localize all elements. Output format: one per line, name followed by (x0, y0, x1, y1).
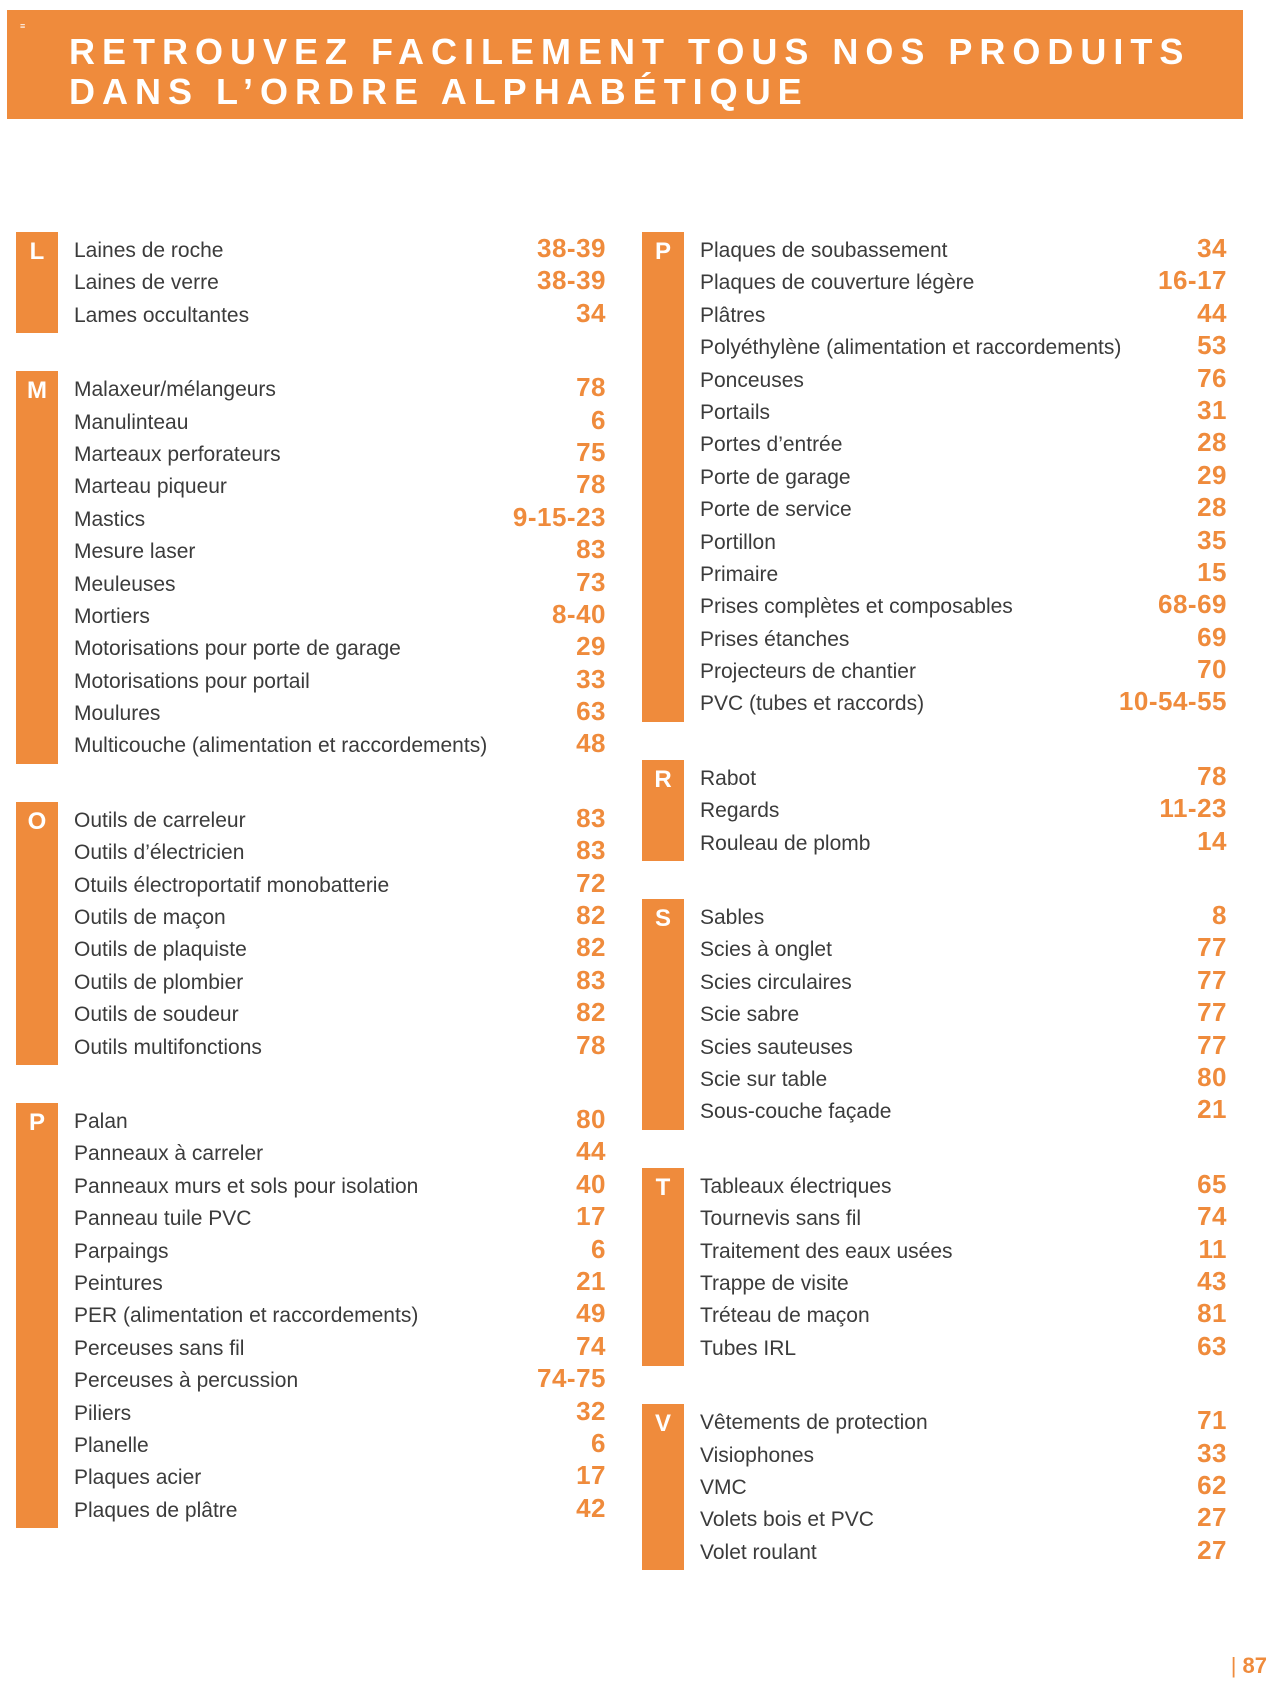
entry-label: Perceuses sans fil (74, 1336, 245, 1360)
entry-label: Trappe de visite (700, 1271, 849, 1295)
entry-label: Porte de garage (700, 465, 851, 489)
entry-label: Multicouche (alimentation et raccordements) (74, 734, 488, 758)
entry-page-reference: 75 (576, 436, 606, 467)
entry-label: Scie sabre (700, 1003, 800, 1027)
section-letter: L (16, 232, 58, 333)
index-entry (700, 1200, 1227, 1232)
index-entry (700, 556, 1227, 588)
entry-page-reference: 69 (1197, 621, 1227, 652)
entry-page-reference: 21 (576, 1265, 606, 1296)
index-entry (700, 1297, 1227, 1329)
index-entry (74, 1297, 606, 1329)
entry-label: Ponceuses (700, 368, 804, 392)
entry-page-reference: 74-75 (537, 1363, 606, 1394)
entry-page-reference: 17 (576, 1201, 606, 1232)
index-section-r (642, 760, 1227, 861)
entry-page-reference: 27 (1197, 1534, 1227, 1565)
section-entries (684, 1404, 1227, 1570)
entry-label: Portillon (700, 530, 776, 554)
index-entry (700, 1029, 1227, 1061)
entry-page-reference: 32 (576, 1395, 606, 1426)
index-entry (700, 653, 1227, 685)
section-letter: O (16, 802, 58, 1065)
entry-page-reference: 9-15-23 (512, 501, 606, 532)
index-entry (700, 1168, 1227, 1200)
entry-label: Tournevis sans fil (700, 1207, 862, 1231)
entry-page-reference: 77 (1197, 997, 1227, 1028)
entry-label: Panneaux murs et sols pour isolation (74, 1174, 419, 1198)
index-entry (74, 1233, 606, 1265)
entry-label: Tubes IRL (700, 1336, 797, 1360)
entry-label: Scies à onglet (700, 938, 832, 962)
entry-label: Scies circulaires (700, 970, 852, 994)
entry-page-reference: 82 (576, 932, 606, 963)
section-entries (684, 760, 1227, 861)
entry-page-reference: 83 (576, 534, 606, 565)
entry-label: Traitement des eaux usées (700, 1239, 953, 1263)
entry-page-reference: 73 (576, 566, 606, 597)
entry-page-reference: 77 (1197, 964, 1227, 995)
entry-label: Vêtements de protection (700, 1411, 928, 1435)
index-entry (74, 232, 606, 264)
index-entry (700, 1093, 1227, 1125)
index-entry (74, 1395, 606, 1427)
entry-label: Lames occultantes (74, 303, 250, 327)
index-entry (700, 524, 1227, 556)
entry-page-reference: 80 (576, 1103, 606, 1134)
page-number-value: 87 (1242, 1653, 1267, 1678)
index-entry (700, 459, 1227, 491)
entry-label: Primaire (700, 562, 779, 586)
entry-page-reference: 33 (1197, 1437, 1227, 1468)
entry-page-reference: 65 (1197, 1168, 1227, 1199)
index-entry (700, 588, 1227, 620)
entry-label: Panneaux à carreler (74, 1142, 264, 1166)
entry-label: Outils de plombier (74, 970, 244, 994)
index-entry (700, 899, 1227, 931)
entry-label: Laines de roche (74, 239, 224, 262)
section-entries (58, 232, 606, 333)
entry-label: Prises complètes et composables (700, 595, 1013, 619)
index-entry (74, 1459, 606, 1491)
entry-label: Regards (700, 799, 780, 823)
header-banner (7, 10, 1243, 119)
entry-label: Sables (700, 906, 765, 930)
page-number (1231, 1653, 1267, 1679)
index-entry (74, 834, 606, 866)
entry-page-reference: 43 (1197, 1265, 1227, 1296)
entry-label: PER (alimentation et raccordements) (74, 1304, 419, 1328)
index-entry (700, 264, 1227, 296)
entry-page-reference: 28 (1197, 427, 1227, 458)
section-letter: V (642, 1404, 684, 1570)
entry-page-reference: 40 (576, 1168, 606, 1199)
section-letter: R (642, 760, 684, 861)
entry-page-reference: 49 (576, 1298, 606, 1329)
index-entry (74, 1135, 606, 1167)
entry-page-reference: 28 (1197, 492, 1227, 523)
index-entry (700, 394, 1227, 426)
section-entries (684, 232, 1227, 722)
entry-label: Otuils électroportatif monobatterie (74, 873, 390, 897)
entry-label: Scie sur table (700, 1067, 828, 1091)
entry-page-reference: 71 (1197, 1405, 1227, 1436)
section-letter: M (16, 371, 58, 764)
index-section-o (16, 802, 606, 1065)
index-entry (74, 1265, 606, 1297)
entry-label: Mortiers (74, 604, 150, 628)
entry-page-reference: 48 (576, 728, 606, 759)
entry-label: Meuleuses (74, 572, 176, 596)
index-entry (74, 404, 606, 436)
index-entry (700, 362, 1227, 394)
entry-page-reference: 62 (1197, 1469, 1227, 1500)
entry-page-reference: 21 (1197, 1094, 1227, 1125)
entry-label: Outils de plaquiste (74, 938, 247, 962)
entry-page-reference: 34 (576, 297, 606, 328)
entry-label: Plâtres (700, 303, 766, 327)
index-entry (74, 899, 606, 931)
entry-label: Motorisations pour portail (74, 669, 310, 693)
entry-page-reference: 6 (591, 1427, 606, 1458)
entry-page-reference: 11-23 (1159, 793, 1227, 824)
entry-page-reference: 76 (1197, 362, 1227, 393)
entry-label: Projecteurs de chantier (700, 660, 916, 684)
entry-page-reference: 70 (1197, 654, 1227, 685)
entry-label: Volet roulant (700, 1540, 817, 1564)
entry-label: Tréteau de maçon (700, 1304, 870, 1328)
entry-label: Panneau tuile PVC (74, 1207, 252, 1231)
entry-label: Peintures (74, 1271, 163, 1295)
section-entries (58, 1103, 606, 1528)
entry-label: Plaques acier (74, 1466, 202, 1490)
index-entry (74, 264, 606, 296)
index-entry (74, 533, 606, 565)
entry-label: Portails (700, 400, 771, 424)
index-entry (700, 1469, 1227, 1501)
section-letter: P (642, 232, 684, 722)
entry-label: Portes d’entrée (700, 433, 843, 457)
entry-label: Mesure laser (74, 540, 196, 564)
entry-page-reference: 81 (1197, 1298, 1227, 1329)
entry-page-reference: 83 (576, 835, 606, 866)
index-entry (700, 1265, 1227, 1297)
entry-label: Sous-couche façade (700, 1100, 892, 1124)
index-entry (74, 867, 606, 899)
entry-label: Outils de maçon (74, 906, 226, 930)
page-title-line-2: DANS L’ORDRE ALPHABÉTIQUE (69, 71, 809, 112)
index-column-left (16, 232, 606, 1566)
index-entry (700, 1501, 1227, 1533)
index-entry (74, 371, 606, 403)
entry-page-reference: 6 (591, 1233, 606, 1264)
entry-page-reference: 82 (576, 997, 606, 1028)
entry-label: Rouleau de plomb (700, 831, 871, 855)
index-entry (700, 621, 1227, 653)
index-entry (74, 964, 606, 996)
entry-page-reference: 11 (1198, 1233, 1227, 1264)
section-entries (684, 1168, 1227, 1366)
index-entry (74, 931, 606, 963)
index-entry (700, 232, 1227, 264)
index-section-t (642, 1168, 1227, 1366)
entry-page-reference: 31 (1197, 394, 1227, 425)
entry-page-reference: 78 (576, 469, 606, 500)
entry-page-reference: 34 (1197, 233, 1227, 263)
section-letter: P (16, 1103, 58, 1528)
index-section-s (642, 899, 1227, 1130)
entry-page-reference: 8 (1212, 900, 1227, 931)
index-entry (74, 1492, 606, 1524)
index-entry (74, 436, 606, 468)
entry-label: Plaques de plâtre (74, 1498, 238, 1522)
entry-page-reference: 44 (576, 1136, 606, 1167)
entry-page-reference: 33 (576, 663, 606, 694)
entry-label: Prises étanches (700, 627, 850, 651)
index-entry (74, 695, 606, 727)
entry-page-reference: 6 (591, 404, 606, 435)
index-entry (700, 1061, 1227, 1093)
section-letter: T (642, 1168, 684, 1366)
entry-label: Volets bois et PVC (700, 1508, 874, 1532)
entry-label: Moulures (74, 702, 161, 726)
entry-page-reference: 80 (1197, 1061, 1227, 1092)
entry-page-reference: 38-39 (537, 265, 606, 296)
entry-page-reference: 74 (576, 1330, 606, 1361)
index-entry (700, 825, 1227, 857)
entry-label: Perceuses à percussion (74, 1369, 299, 1393)
entry-page-reference: 77 (1197, 1029, 1227, 1060)
index-entry (700, 297, 1227, 329)
entry-label: PVC (tubes et raccords) (700, 692, 925, 716)
index-entry (74, 297, 606, 329)
index-entry (74, 1029, 606, 1061)
entry-page-reference: 8-40 (551, 598, 606, 629)
page-title (69, 32, 1190, 112)
entry-label: Tableaux électriques (700, 1174, 892, 1198)
entry-page-reference: 27 (1197, 1502, 1227, 1533)
entry-page-reference: 17 (576, 1460, 606, 1491)
index-entry (74, 630, 606, 662)
entry-page-reference: 63 (1197, 1330, 1227, 1361)
entry-label: Malaxeur/mélangeurs (74, 378, 276, 402)
index-entry (74, 1103, 606, 1135)
index-entry (700, 426, 1227, 458)
index-section-p (642, 232, 1227, 722)
entry-page-reference: 83 (576, 802, 606, 833)
index-entry (700, 1534, 1227, 1566)
entry-label: Piliers (74, 1401, 132, 1425)
entry-page-reference: 78 (576, 1029, 606, 1060)
entry-page-reference: 35 (1197, 524, 1227, 555)
section-entries (58, 371, 606, 764)
index-entry (74, 1362, 606, 1394)
entry-label: Palan (74, 1109, 128, 1133)
index-entry (74, 501, 606, 533)
entry-page-reference: 29 (1197, 459, 1227, 490)
index-entry (700, 792, 1227, 824)
entry-page-reference: 16-17 (1158, 265, 1227, 296)
index-entry (74, 598, 606, 630)
entry-page-reference: 72 (576, 867, 606, 898)
index-section-m (16, 371, 606, 764)
index-entry (700, 685, 1227, 717)
entry-label: Manulinteau (74, 410, 189, 434)
index-entry (700, 996, 1227, 1028)
index-entry (74, 727, 606, 759)
entry-page-reference: 63 (576, 696, 606, 727)
entry-label: Outils d’électricien (74, 841, 245, 865)
index-entry (74, 1168, 606, 1200)
index-entry (74, 996, 606, 1028)
page-number-separator: | (1230, 1653, 1237, 1678)
entry-page-reference: 68-69 (1158, 589, 1227, 620)
entry-label: Marteau piqueur (74, 475, 227, 499)
entry-label: Laines de verre (74, 271, 219, 295)
index-entry (74, 468, 606, 500)
entry-page-reference: 83 (576, 964, 606, 995)
entry-page-reference: 82 (576, 900, 606, 931)
entry-page-reference: 38-39 (537, 233, 606, 263)
index-entry (700, 964, 1227, 996)
entry-label: Scies sauteuses (700, 1035, 853, 1059)
index-entry (700, 931, 1227, 963)
entry-label: Porte de service (700, 498, 852, 522)
index-entry (700, 760, 1227, 792)
banner-mark-icon: ≡ (20, 21, 26, 31)
entry-label: Outils multifonctions (74, 1035, 262, 1059)
entry-page-reference: 53 (1197, 330, 1227, 361)
section-entries (684, 899, 1227, 1130)
entry-label: Visiophones (700, 1443, 815, 1467)
entry-page-reference: 78 (576, 372, 606, 403)
index-entry (74, 1200, 606, 1232)
entry-label: Polyéthylène (alimentation et raccordements) (700, 336, 1122, 360)
entry-page-reference: 42 (576, 1492, 606, 1523)
index-entry (74, 566, 606, 598)
entry-label: Marteaux perforateurs (74, 442, 281, 466)
entry-label: Rabot (700, 766, 757, 790)
entry-label: Plaques de soubassement (700, 239, 948, 262)
entry-label: Outils de carreleur (74, 808, 246, 832)
index-section-p (16, 1103, 606, 1528)
entry-label: Parpaings (74, 1239, 169, 1263)
entry-label: Mastics (74, 507, 146, 531)
entry-label: Plaques de couverture légère (700, 271, 975, 295)
entry-page-reference: 78 (1197, 760, 1227, 791)
index-entry (74, 1427, 606, 1459)
entry-page-reference: 15 (1197, 556, 1227, 587)
index-section-v (642, 1404, 1227, 1570)
index-section-l (16, 232, 606, 333)
section-letter: S (642, 899, 684, 1130)
index-entry (700, 1330, 1227, 1362)
page-title-line-1: RETROUVEZ FACILEMENT TOUS NOS PRODUITS (69, 31, 1191, 72)
entry-label: Motorisations pour porte de garage (74, 637, 401, 661)
entry-label: Planelle (74, 1433, 149, 1457)
index-entry (74, 663, 606, 695)
entry-label: VMC (700, 1475, 747, 1499)
index-entry (700, 491, 1227, 523)
entry-label: Outils de soudeur (74, 1003, 239, 1027)
index-entry (700, 1404, 1227, 1436)
index-entry (700, 1233, 1227, 1265)
entry-page-reference: 14 (1197, 825, 1227, 856)
entry-page-reference: 44 (1197, 297, 1227, 328)
index-column-right (642, 232, 1227, 1608)
index-entry (74, 802, 606, 834)
entry-page-reference: 29 (576, 631, 606, 662)
entry-page-reference: 74 (1197, 1201, 1227, 1232)
index-entry (700, 1437, 1227, 1469)
section-entries (58, 802, 606, 1065)
index-entry (700, 329, 1227, 361)
index-entry (74, 1330, 606, 1362)
entry-page-reference: 10-54-55 (1118, 686, 1227, 717)
entry-page-reference: 77 (1197, 932, 1227, 963)
